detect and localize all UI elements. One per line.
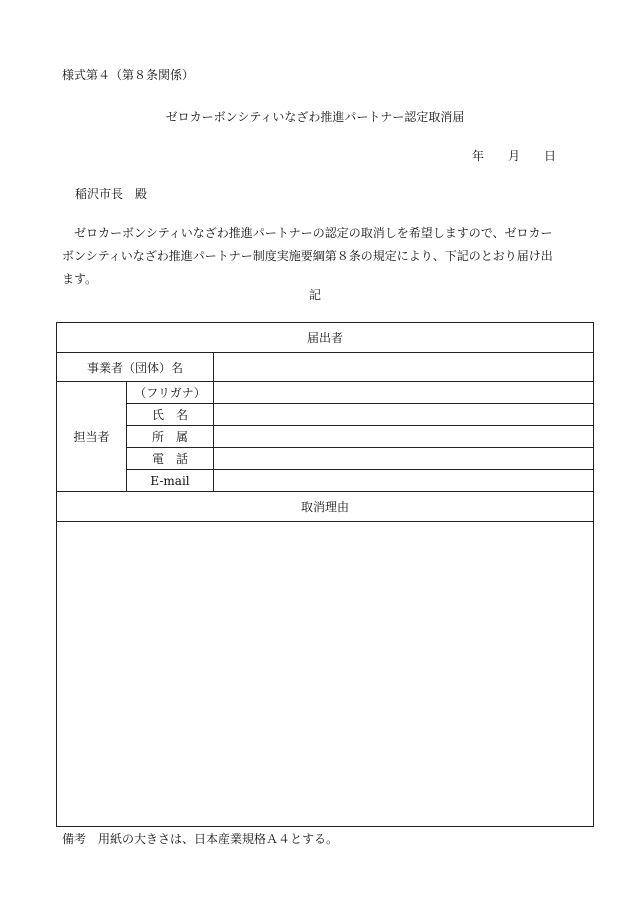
date-year-label: 年 [472, 149, 485, 163]
body-paragraph: ゼロカーボンシティいなざわ推進パートナーの認定の取消しを希望しますので、ゼロカーボンシティいなざわ推進パートナー制度実施要綱第８条の規定により、下記のとおり届け出ます。 [62, 226, 553, 286]
business-name-label: 事業者（団体）名 [57, 353, 214, 382]
name-label: 氏 名 [127, 404, 214, 426]
date-line [472, 147, 556, 164]
furigana-field[interactable] [214, 382, 594, 404]
furigana-label: （フリガナ） [127, 382, 214, 404]
form-number: 様式第４（第８条関係） [62, 68, 195, 82]
email-field[interactable] [214, 470, 594, 492]
affiliation-field[interactable] [214, 426, 594, 448]
phone-field[interactable] [214, 448, 594, 470]
applicant-header: 届出者 [57, 323, 594, 353]
email-label: E-mail [127, 470, 214, 492]
affiliation-label: 所 属 [127, 426, 214, 448]
form-title: ゼロカーボンシティいなざわ推進パートナー認定取消届 [165, 110, 465, 124]
reason-header: 取消理由 [57, 492, 594, 522]
reason-field[interactable] [57, 522, 594, 827]
ki-heading: 記 [308, 288, 321, 302]
remarks-note: 備考 用紙の大きさは、日本産業規格Ａ４とする。 [62, 832, 339, 846]
notification-table [56, 322, 594, 827]
contact-person-label: 担当者 [57, 382, 127, 492]
addressee: 稲沢市長 殿 [75, 187, 148, 201]
date-month-label: 月 [508, 149, 521, 163]
date-day-label: 日 [544, 149, 557, 163]
business-name-field[interactable] [214, 353, 594, 382]
name-field[interactable] [214, 404, 594, 426]
phone-label: 電 話 [127, 448, 214, 470]
